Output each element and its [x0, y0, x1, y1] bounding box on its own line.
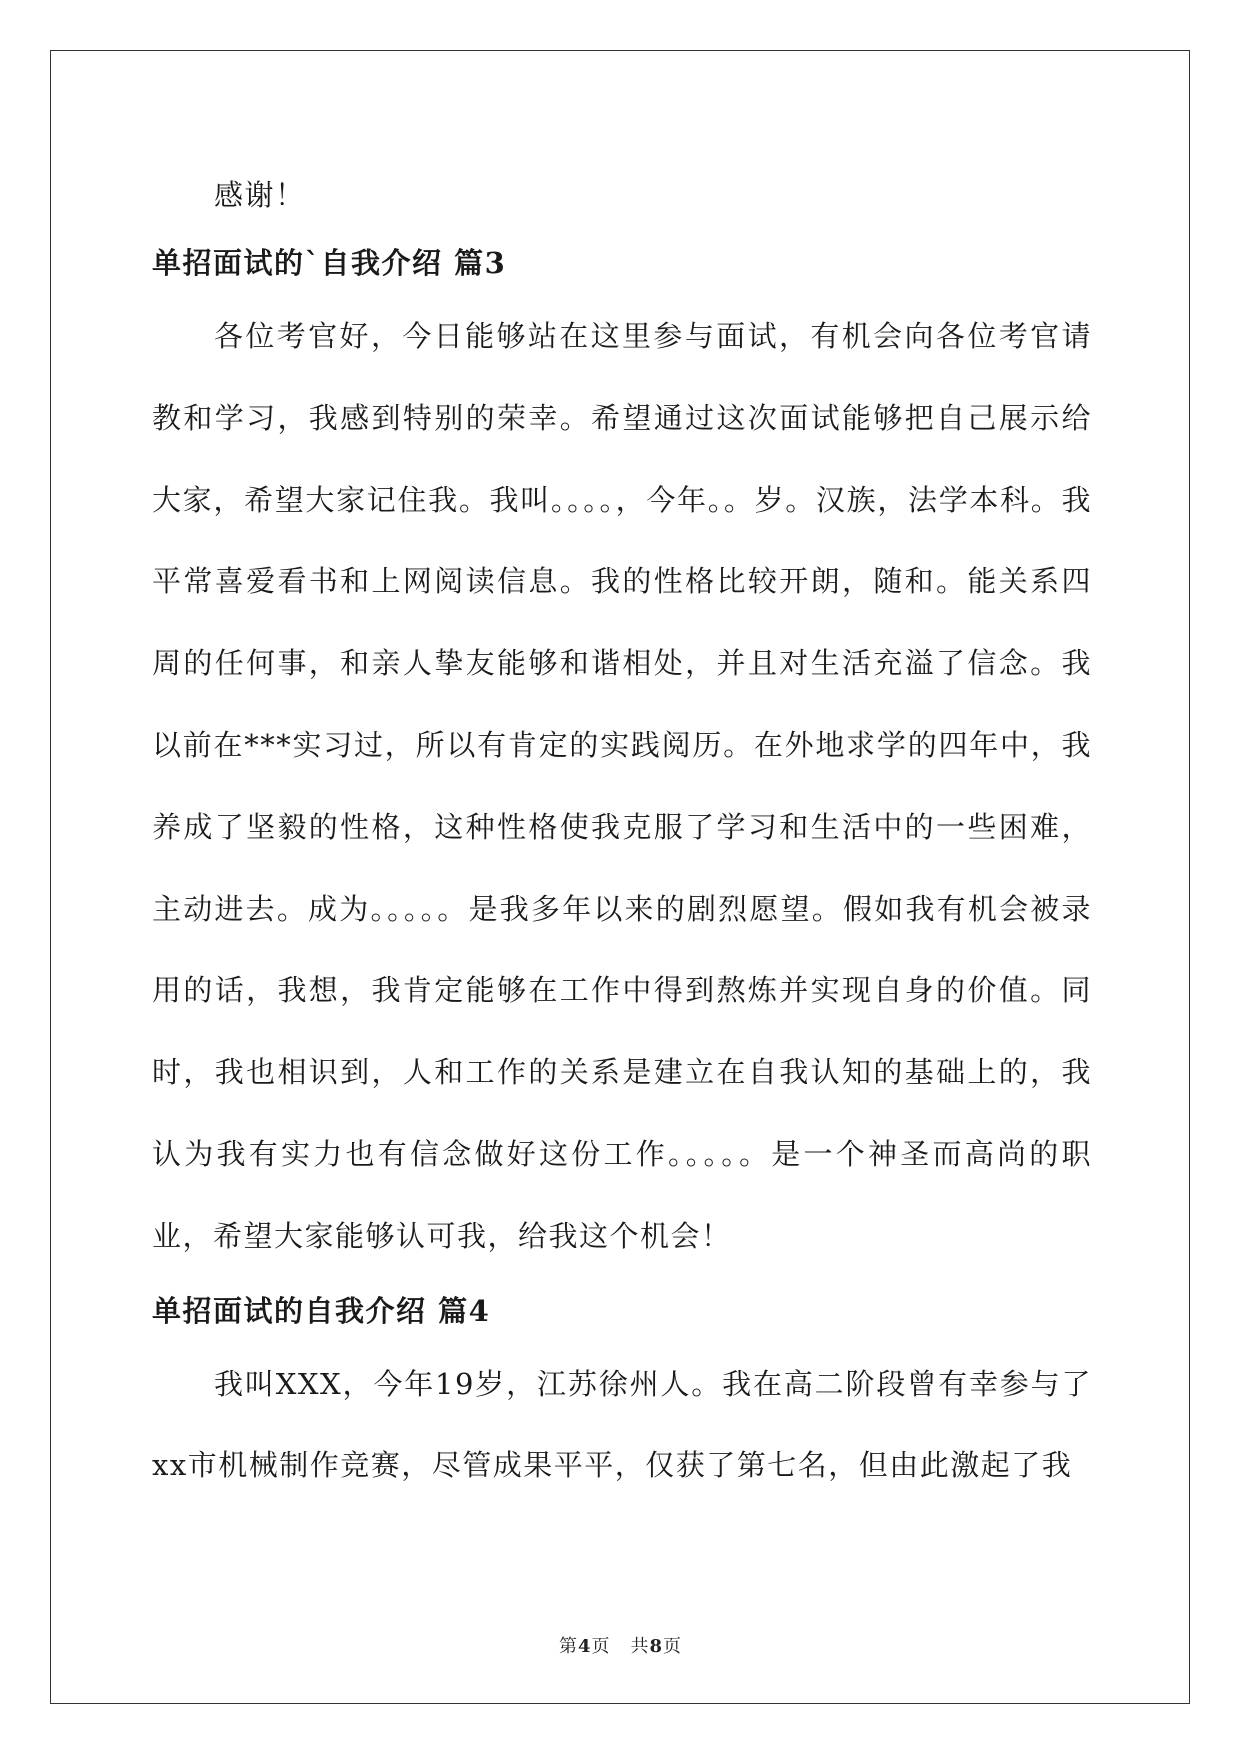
section-body-4: 我叫XXX，今年19岁，江苏徐州人。我在高二阶段曾有幸参与了xx市机械制作竞赛，尽管成果平平，仅获了第七名，但由此激起了我 — [152, 1366, 1092, 1483]
total-suffix: 页 — [663, 1636, 683, 1657]
section-body-3: 各位考官好，今日能够站在这里参与面试，有机会向各位考官请教和学习，我感到特别的荣幸。希望通过这次面试能够把自己展示给大家，希望大家记住我。我叫。。。。，今年。。岁。汉族，法学本科。我平常喜爱看书和上网阅读信息。我的性格比较开朗，随和。能关系四周的任何事，和亲人挚友能够和谐相处，并且对生活充溢了信念。我以前在***实习过，所以有肯定的实践阅历。在外地求学的四年中，我养成了坚毅的性格，这种性格使我克服了学习和生活中的一些困难，主动进去。成为。。。。。是我多年以来的剧烈愿望。假如我有机会被录用的话，我想，我肯定能够在工作中得到熬炼并实现自身的价值。同时，我也相识到，人和工作的关系是建立在自我认知的基础上的，我认为我有实力也有信念做好这份工作。。。。。是一个神圣而高尚的职业，希望大家能够认可我，给我这个机会！ — [152, 319, 1092, 1253]
total-page-count: 8 — [649, 1636, 664, 1657]
page-prefix: 第 — [558, 1636, 578, 1657]
page-suffix: 页 — [591, 1636, 611, 1657]
total-prefix: 共 — [630, 1636, 650, 1657]
document-content — [152, 160, 1092, 1507]
closing-line: 感谢！ — [214, 178, 306, 212]
current-page-number: 4 — [577, 1636, 592, 1657]
section-heading-3: 单招面试的`自我介绍 篇3 — [152, 246, 507, 280]
section-heading-4: 单招面试的自我介绍 篇4 — [152, 1293, 491, 1328]
page-footer — [0, 1632, 1241, 1658]
